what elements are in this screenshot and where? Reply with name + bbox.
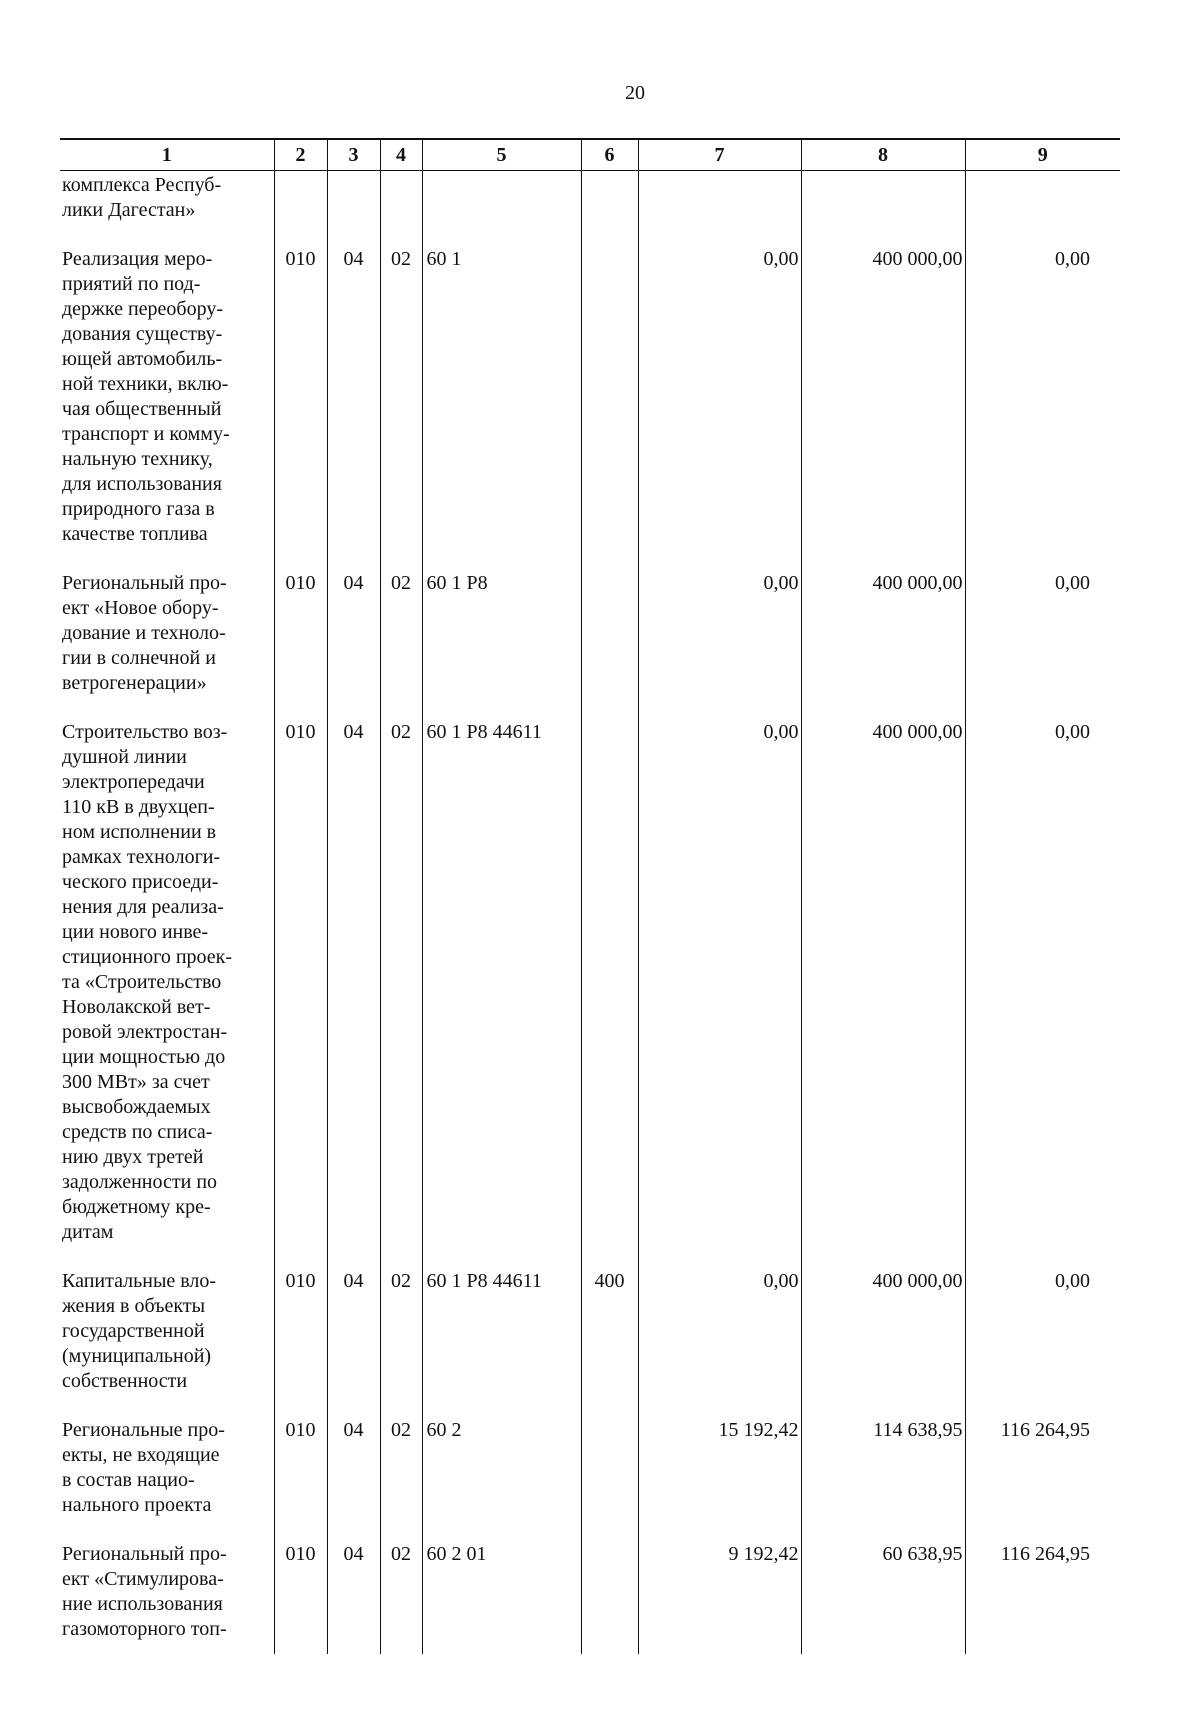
column-3-cell <box>327 171 380 236</box>
column-5-cell: 60 1 Р8 44611 <box>422 1257 581 1406</box>
column-2-cell: 010 <box>274 708 327 1257</box>
column-7-cell: 0,00 <box>638 235 801 559</box>
table-row <box>60 559 1120 708</box>
budget-table-container <box>60 138 1120 1654</box>
column-6-cell <box>581 559 638 708</box>
column-2-cell: 010 <box>274 235 327 559</box>
column-8-cell: 400 000,00 <box>801 1257 965 1406</box>
column-4-cell: 02 <box>380 1406 422 1530</box>
budget-table <box>60 138 1120 1654</box>
column-9-cell: 116 264,95 <box>965 1530 1120 1654</box>
row-name: Региональный про- ект «Новое обору- дование и техноло- гии в солнечной и ветрогенерации» <box>62 572 227 694</box>
table-header-row <box>60 139 1120 171</box>
column-9-cell: 0,00 <box>965 235 1120 559</box>
column-8-cell <box>801 171 965 236</box>
column-6-cell <box>581 235 638 559</box>
row-name: Реализация меро- приятий по под- держке переобору- дования существу- ющей автомобиль- ной техники, вклю- чая общественный транспорт и комму- нальную технику, для использования природного газа в качестве топлива <box>62 248 230 545</box>
column-6-cell <box>581 708 638 1257</box>
column-7-cell <box>638 171 801 236</box>
column-header: 7 <box>638 139 801 171</box>
column-8-cell: 400 000,00 <box>801 235 965 559</box>
column-7-cell: 0,00 <box>638 708 801 1257</box>
table-row <box>60 708 1120 1257</box>
row-name: комплекса Респуб- лики Дагестан» <box>62 174 222 221</box>
column-header: 4 <box>380 139 422 171</box>
row-name: Региональный про- ект «Стимулирова- ние использования газомоторного топ- <box>62 1543 227 1640</box>
column-5-cell: 60 1 Р8 <box>422 559 581 708</box>
column-header: 9 <box>965 139 1120 171</box>
column-7-cell: 9 192,42 <box>638 1530 801 1654</box>
table-row <box>60 171 1120 236</box>
row-name: Региональные про- екты, не входящие в состав нацио- нального проекта <box>62 1419 225 1516</box>
column-4-cell: 02 <box>380 559 422 708</box>
column-2-cell: 010 <box>274 559 327 708</box>
column-header: 6 <box>581 139 638 171</box>
column-4-cell: 02 <box>380 1530 422 1654</box>
column-9-cell: 0,00 <box>965 1257 1120 1406</box>
column-header: 8 <box>801 139 965 171</box>
column-6-cell: 400 <box>581 1257 638 1406</box>
column-3-cell: 04 <box>327 708 380 1257</box>
column-8-cell: 60 638,95 <box>801 1530 965 1654</box>
column-8-cell: 400 000,00 <box>801 708 965 1257</box>
column-6-cell <box>581 1530 638 1654</box>
column-2-cell: 010 <box>274 1406 327 1530</box>
column-3-cell: 04 <box>327 1257 380 1406</box>
column-5-cell: 60 2 <box>422 1406 581 1530</box>
column-5-cell: 60 2 01 <box>422 1530 581 1654</box>
column-9-cell: 0,00 <box>965 559 1120 708</box>
table-row <box>60 1530 1120 1654</box>
row-name: Капитальные вло- жения в объекты государственной (муниципальной) собственности <box>62 1270 217 1392</box>
column-8-cell: 114 638,95 <box>801 1406 965 1530</box>
column-3-cell: 04 <box>327 1530 380 1654</box>
page-number: 20 <box>625 82 645 104</box>
column-9-cell <box>965 171 1120 236</box>
column-2-cell: 010 <box>274 1257 327 1406</box>
column-2-cell <box>274 171 327 236</box>
column-header: 1 <box>60 139 274 171</box>
column-7-cell: 0,00 <box>638 1257 801 1406</box>
column-4-cell <box>380 171 422 236</box>
column-5-cell: 60 1 <box>422 235 581 559</box>
column-7-cell: 0,00 <box>638 559 801 708</box>
column-5-cell: 60 1 Р8 44611 <box>422 708 581 1257</box>
table-row <box>60 1406 1120 1530</box>
column-8-cell: 400 000,00 <box>801 559 965 708</box>
column-3-cell: 04 <box>327 1406 380 1530</box>
column-6-cell <box>581 1406 638 1530</box>
column-5-cell <box>422 171 581 236</box>
column-2-cell: 010 <box>274 1530 327 1654</box>
column-6-cell <box>581 171 638 236</box>
column-9-cell: 0,00 <box>965 708 1120 1257</box>
row-name: Строительство воз- душной линии электропередачи 110 кВ в двухцеп- ном исполнении в рамках технологи- ческого присоеди- нения для реализа- ции нового инве- стиционного проек- та «Строительство Новолакской вет- ровой электростан- ции мощностью до 300 МВт» за счет высвобождаемых средств по списа- нию двух третей задолженности по бюджетному кре- дитам <box>62 721 233 1243</box>
column-4-cell: 02 <box>380 1257 422 1406</box>
column-9-cell: 116 264,95 <box>965 1406 1120 1530</box>
column-header: 2 <box>274 139 327 171</box>
column-4-cell: 02 <box>380 235 422 559</box>
column-header: 3 <box>327 139 380 171</box>
column-4-cell: 02 <box>380 708 422 1257</box>
column-header: 5 <box>422 139 581 171</box>
table-row <box>60 235 1120 559</box>
column-3-cell: 04 <box>327 559 380 708</box>
column-7-cell: 15 192,42 <box>638 1406 801 1530</box>
table-row <box>60 1257 1120 1406</box>
column-3-cell: 04 <box>327 235 380 559</box>
